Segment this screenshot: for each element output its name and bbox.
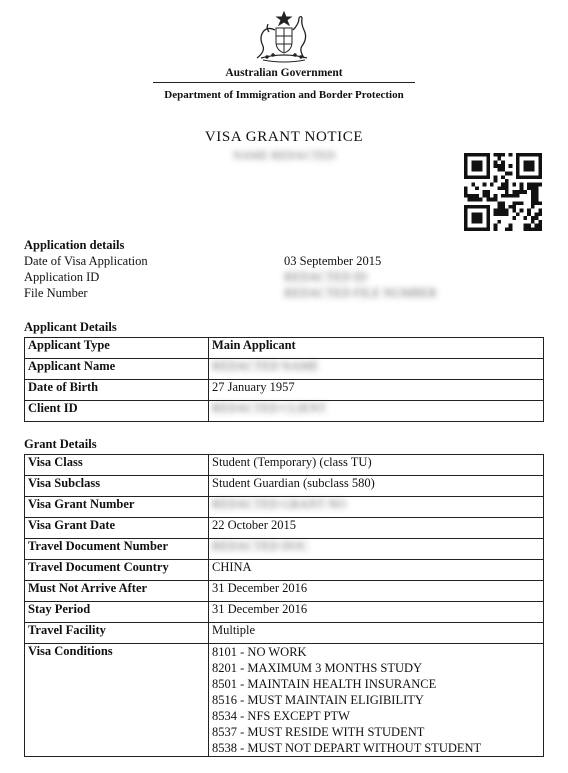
- qr-module: [475, 186, 479, 190]
- table-row: [25, 338, 544, 359]
- qr-module: [483, 227, 487, 231]
- table-row: [25, 539, 544, 560]
- qr-module: [494, 175, 498, 179]
- qr-module: [468, 175, 472, 179]
- qr-module: [520, 153, 524, 157]
- qr-module: [475, 168, 479, 172]
- qr-module: [512, 183, 516, 187]
- table-row: [25, 623, 544, 644]
- qr-module: [531, 201, 535, 205]
- table-row: [25, 401, 544, 422]
- qr-module: [512, 205, 516, 209]
- qr-module: [497, 212, 501, 216]
- qr-module: [535, 194, 539, 198]
- qr-module: [501, 168, 505, 172]
- qr-module: [527, 227, 531, 231]
- qr-module: [464, 205, 468, 209]
- row-label: Travel Document Country: [25, 560, 209, 581]
- qr-module: [468, 205, 472, 209]
- qr-module: [486, 220, 490, 224]
- qr-module: [501, 160, 505, 164]
- qr-module: [531, 205, 535, 209]
- document-title: VISA GRANT NOTICE: [204, 129, 364, 145]
- file-number-row: [24, 286, 544, 302]
- field-value: 03 September 2015: [284, 254, 382, 268]
- qr-module: [512, 209, 516, 213]
- qr-module: [527, 224, 531, 228]
- qr-module: [475, 205, 479, 209]
- qr-module: [535, 212, 539, 216]
- qr-code-icon: [464, 153, 542, 231]
- qr-module: [479, 220, 483, 224]
- row-label: Visa Grant Date: [25, 518, 209, 539]
- qr-module: [464, 186, 468, 190]
- qr-module: [471, 212, 475, 216]
- qr-module: [535, 227, 539, 231]
- table-row: [25, 518, 544, 539]
- qr-module: [479, 164, 483, 168]
- qr-module: [523, 160, 527, 164]
- row-label: Visa Class: [25, 455, 209, 476]
- row-label: Client ID: [25, 401, 209, 422]
- qr-module: [538, 175, 542, 179]
- row-value: Student Guardian (subclass 580): [209, 476, 544, 497]
- qr-module: [538, 153, 542, 157]
- qr-module: [527, 164, 531, 168]
- row-value: REDACTED GRANT NO: [209, 497, 544, 518]
- row-label: Applicant Name: [25, 359, 209, 380]
- visa-condition: 8501 - MAINTAIN HEALTH INSURANCE: [212, 677, 437, 691]
- qr-module: [538, 201, 542, 205]
- qr-module: [468, 194, 472, 198]
- qr-module: [520, 201, 524, 205]
- qr-module: [486, 160, 490, 164]
- qr-module: [509, 164, 513, 168]
- qr-module: [483, 183, 487, 187]
- qr-module: [531, 194, 535, 198]
- qr-module: [483, 194, 487, 198]
- qr-module: [486, 168, 490, 172]
- field-label: File Number: [24, 286, 88, 300]
- visa-conditions-row: [25, 644, 544, 757]
- grant-details-heading: Grant Details: [24, 437, 97, 451]
- table-row: [25, 581, 544, 602]
- qr-module: [538, 172, 542, 176]
- table-row: [25, 560, 544, 581]
- qr-module: [479, 175, 483, 179]
- qr-module: [516, 194, 520, 198]
- qr-module: [538, 160, 542, 164]
- qr-module: [527, 160, 531, 164]
- table-row: [25, 359, 544, 380]
- qr-module: [471, 168, 475, 172]
- qr-module: [479, 153, 483, 157]
- qr-module: [475, 216, 479, 220]
- qr-module: [497, 153, 501, 157]
- row-label: Must Not Arrive After: [25, 581, 209, 602]
- qr-module: [479, 198, 483, 202]
- qr-module: [501, 209, 505, 213]
- row-label: Applicant Type: [25, 338, 209, 359]
- qr-module: [538, 224, 542, 228]
- row-value: REDACTED NAME: [209, 359, 544, 380]
- row-label: Visa Conditions: [25, 644, 209, 757]
- qr-module: [527, 175, 531, 179]
- qr-module: [512, 190, 516, 194]
- qr-module: [505, 212, 509, 216]
- application-date-row: [24, 254, 544, 270]
- qr-module: [483, 175, 487, 179]
- qr-module: [531, 198, 535, 202]
- qr-module: [531, 183, 535, 187]
- qr-module: [509, 153, 513, 157]
- qr-module: [501, 153, 505, 157]
- qr-module: [479, 212, 483, 216]
- qr-module: [516, 164, 520, 168]
- qr-module: [468, 153, 472, 157]
- qr-module: [523, 168, 527, 172]
- qr-module: [538, 157, 542, 161]
- qr-module: [512, 216, 516, 220]
- row-value: 31 December 2016: [209, 602, 544, 623]
- qr-module: [471, 153, 475, 157]
- qr-module: [520, 190, 524, 194]
- qr-module: [531, 153, 535, 157]
- qr-module: [535, 198, 539, 202]
- qr-module: [523, 227, 527, 231]
- applicant-details-table: [24, 337, 544, 422]
- row-value: Multiple: [209, 623, 544, 644]
- qr-module: [471, 160, 475, 164]
- qr-module: [501, 212, 505, 216]
- qr-module: [486, 157, 490, 161]
- qr-module: [505, 209, 509, 213]
- qr-module: [538, 164, 542, 168]
- qr-module: [505, 172, 509, 176]
- visa-conditions-list: [209, 644, 544, 757]
- qr-module: [538, 227, 542, 231]
- qr-module: [486, 153, 490, 157]
- qr-module: [501, 194, 505, 198]
- row-value: 22 October 2015: [209, 518, 544, 539]
- visa-condition: 8537 - MUST RESIDE WITH STUDENT: [212, 725, 425, 739]
- row-value: Main Applicant: [209, 338, 544, 359]
- table-row: [25, 602, 544, 623]
- applicant-details-heading: Applicant Details: [24, 320, 117, 334]
- qr-module: [509, 205, 513, 209]
- qr-module: [523, 153, 527, 157]
- field-value: REDACTED FILE NUMBER: [284, 286, 437, 300]
- qr-module: [505, 179, 509, 183]
- qr-module: [497, 209, 501, 213]
- qr-module: [497, 168, 501, 172]
- qr-module: [494, 212, 498, 216]
- qr-module: [505, 183, 509, 187]
- qr-module: [475, 164, 479, 168]
- qr-module: [475, 212, 479, 216]
- qr-module: [538, 183, 542, 187]
- qr-module: [497, 186, 501, 190]
- qr-module: [479, 216, 483, 220]
- qr-module: [490, 198, 494, 202]
- visa-condition: 8516 - MUST MAINTAIN ELIGIBILITY: [212, 693, 424, 707]
- qr-module: [468, 227, 472, 231]
- visa-condition: 8201 - MAXIMUM 3 MONTHS STUDY: [212, 661, 423, 675]
- qr-module: [490, 183, 494, 187]
- qr-module: [538, 209, 542, 213]
- qr-module: [486, 209, 490, 213]
- qr-module: [516, 172, 520, 176]
- qr-module: [464, 190, 468, 194]
- qr-module: [471, 164, 475, 168]
- row-value: REDACTED DOC: [209, 539, 544, 560]
- qr-module: [505, 194, 509, 198]
- qr-module: [501, 175, 505, 179]
- qr-module: [497, 201, 501, 205]
- row-label: Visa Subclass: [25, 476, 209, 497]
- table-row: [25, 455, 544, 476]
- row-value: CHINA: [209, 560, 544, 581]
- qr-module: [501, 186, 505, 190]
- qr-module: [527, 153, 531, 157]
- qr-module: [497, 205, 501, 209]
- qr-module: [523, 224, 527, 228]
- qr-module: [527, 212, 531, 216]
- qr-module: [523, 164, 527, 168]
- qr-module: [479, 160, 483, 164]
- qr-module: [486, 216, 490, 220]
- qr-module: [535, 201, 539, 205]
- government-name: Australian Government: [225, 67, 343, 79]
- qr-module: [486, 172, 490, 176]
- qr-module: [486, 164, 490, 168]
- qr-module: [497, 157, 501, 161]
- qr-module: [535, 190, 539, 194]
- qr-module: [464, 175, 468, 179]
- row-value: 31 December 2016: [209, 581, 544, 602]
- qr-module: [475, 160, 479, 164]
- qr-module: [509, 224, 513, 228]
- qr-module: [494, 179, 498, 183]
- qr-module: [527, 186, 531, 190]
- visa-condition: 8534 - NFS EXCEPT PTW: [212, 709, 350, 723]
- qr-module: [464, 227, 468, 231]
- qr-module: [486, 175, 490, 179]
- qr-module: [516, 212, 520, 216]
- visa-condition: 8538 - MUST NOT DEPART WITHOUT STUDENT: [212, 741, 482, 755]
- qr-module: [471, 175, 475, 179]
- qr-module: [494, 198, 498, 202]
- qr-module: [486, 212, 490, 216]
- qr-module: [516, 175, 520, 179]
- qr-module: [516, 201, 520, 205]
- qr-module: [535, 175, 539, 179]
- table-row: [25, 476, 544, 497]
- qr-module: [520, 186, 524, 190]
- qr-module: [475, 194, 479, 198]
- qr-module: [516, 160, 520, 164]
- qr-module: [501, 201, 505, 205]
- qr-module: [505, 186, 509, 190]
- qr-module: [535, 224, 539, 228]
- application-id-row: [24, 270, 544, 286]
- qr-module: [471, 194, 475, 198]
- qr-module: [531, 220, 535, 224]
- row-label: Visa Grant Number: [25, 497, 209, 518]
- table-row: [25, 380, 544, 401]
- qr-module: [538, 220, 542, 224]
- qr-module: [464, 153, 468, 157]
- qr-module: [475, 198, 479, 202]
- qr-module: [505, 227, 509, 231]
- qr-module: [486, 227, 490, 231]
- qr-module: [509, 227, 513, 231]
- qr-module: [486, 190, 490, 194]
- qr-module: [464, 209, 468, 213]
- qr-module: [531, 190, 535, 194]
- row-label: Travel Facility: [25, 623, 209, 644]
- qr-module: [464, 224, 468, 228]
- qr-module: [531, 186, 535, 190]
- qr-module: [516, 190, 520, 194]
- field-label: Date of Visa Application: [24, 254, 148, 268]
- qr-module: [471, 198, 475, 202]
- qr-module: [475, 227, 479, 231]
- header-divider: [153, 82, 415, 83]
- field-value: REDACTED ID: [284, 270, 367, 284]
- qr-module: [501, 183, 505, 187]
- row-value: Student (Temporary) (class TU): [209, 455, 544, 476]
- qr-module: [486, 205, 490, 209]
- qr-module: [516, 168, 520, 172]
- qr-module: [523, 216, 527, 220]
- qr-module: [483, 153, 487, 157]
- qr-module: [516, 153, 520, 157]
- qr-module: [468, 198, 472, 202]
- row-value: REDACTED CLIENT: [209, 401, 544, 422]
- table-row: [25, 497, 544, 518]
- qr-module: [512, 194, 516, 198]
- qr-module: [475, 220, 479, 224]
- qr-module: [531, 216, 535, 220]
- row-value: 27 January 1957: [209, 380, 544, 401]
- qr-module: [505, 190, 509, 194]
- qr-module: [471, 227, 475, 231]
- qr-module: [538, 212, 542, 216]
- qr-module: [479, 168, 483, 172]
- qr-module: [464, 164, 468, 168]
- qr-module: [483, 190, 487, 194]
- qr-module: [486, 198, 490, 202]
- grant-details-table: [24, 454, 544, 757]
- qr-module: [535, 183, 539, 187]
- qr-module: [516, 157, 520, 161]
- qr-module: [501, 164, 505, 168]
- row-label: Travel Document Number: [25, 539, 209, 560]
- qr-module: [520, 209, 524, 213]
- qr-module: [464, 212, 468, 216]
- qr-module: [531, 160, 535, 164]
- qr-module: [464, 194, 468, 198]
- row-label: Date of Birth: [25, 380, 209, 401]
- qr-module: [471, 183, 475, 187]
- qr-module: [494, 194, 498, 198]
- qr-module: [475, 153, 479, 157]
- qr-module: [464, 157, 468, 161]
- qr-module: [531, 175, 535, 179]
- qr-module: [471, 216, 475, 220]
- qr-module: [527, 183, 531, 187]
- qr-module: [464, 168, 468, 172]
- qr-module: [471, 205, 475, 209]
- qr-module: [497, 164, 501, 168]
- qr-module: [531, 227, 535, 231]
- qr-module: [535, 153, 539, 157]
- qr-module: [523, 175, 527, 179]
- qr-module: [512, 201, 516, 205]
- qr-module: [494, 153, 498, 157]
- qr-module: [509, 194, 513, 198]
- qr-module: [520, 175, 524, 179]
- qr-module: [523, 190, 527, 194]
- qr-module: [464, 160, 468, 164]
- field-label: Application ID: [24, 270, 100, 284]
- visa-condition: 8101 - NO WORK: [212, 645, 307, 659]
- qr-module: [464, 172, 468, 176]
- qr-module: [479, 205, 483, 209]
- qr-module: [486, 224, 490, 228]
- qr-module: [494, 160, 498, 164]
- qr-module: [531, 164, 535, 168]
- qr-module: [538, 168, 542, 172]
- qr-module: [479, 227, 483, 231]
- qr-module: [475, 175, 479, 179]
- application-details-heading: Application details: [24, 238, 125, 252]
- qr-module: [509, 172, 513, 176]
- qr-module: [486, 194, 490, 198]
- qr-module: [520, 183, 524, 187]
- row-label: Stay Period: [25, 602, 209, 623]
- qr-module: [535, 186, 539, 190]
- qr-module: [483, 205, 487, 209]
- qr-module: [494, 227, 498, 231]
- qr-module: [494, 164, 498, 168]
- qr-module: [464, 216, 468, 220]
- qr-module: [471, 220, 475, 224]
- qr-module: [464, 220, 468, 224]
- qr-module: [527, 209, 531, 213]
- qr-module: [494, 209, 498, 213]
- qr-module: [494, 224, 498, 228]
- coat-of-arms-icon: [249, 10, 319, 66]
- qr-module: [531, 168, 535, 172]
- qr-module: [497, 220, 501, 224]
- qr-module: [535, 216, 539, 220]
- applicant-name-redacted: NAME REDACTED: [232, 148, 336, 162]
- department-name: Department of Immigration and Border Protection: [164, 89, 404, 101]
- qr-module: [501, 205, 505, 209]
- qr-module: [527, 168, 531, 172]
